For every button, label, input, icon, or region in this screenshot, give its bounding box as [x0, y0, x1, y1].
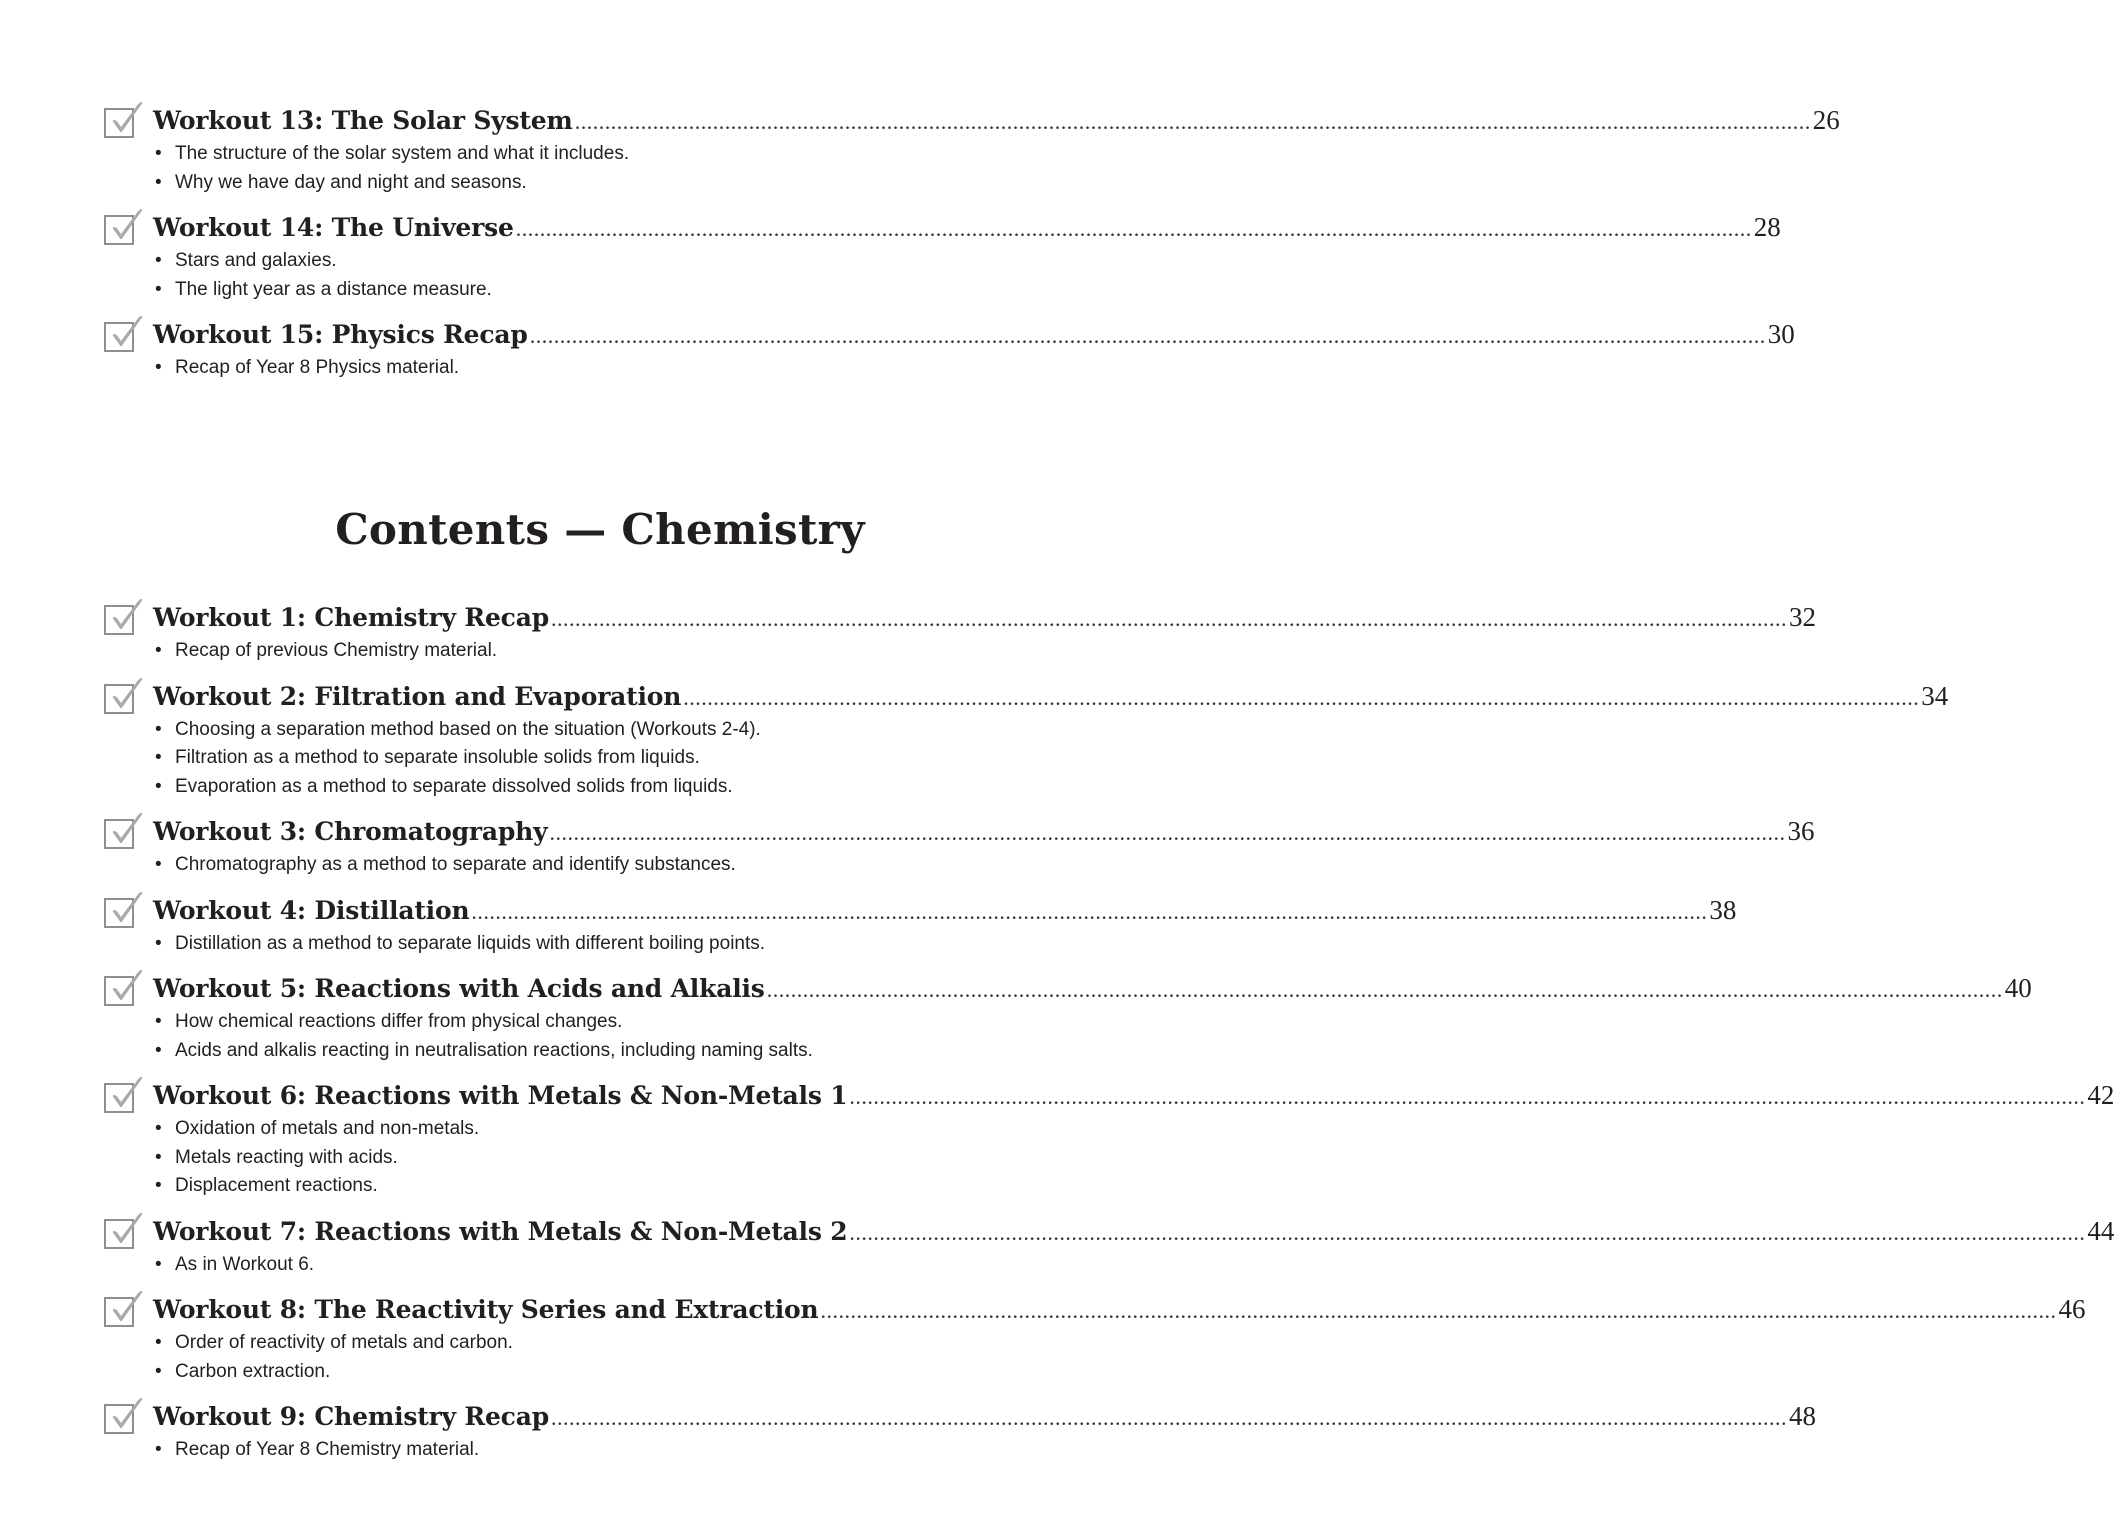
- topic-bullet: [155, 851, 1071, 880]
- topic-bullet: [155, 744, 1071, 773]
- bullet-text: Carbon extraction.: [175, 1360, 331, 1382]
- page-number[interactable]: 40: [2004, 973, 2032, 1003]
- bullet-text: Oxidation of metals and non-metals.: [175, 1118, 480, 1139]
- checkmark-icon: [107, 969, 145, 1007]
- workout-title[interactable]: Workout 15: Physics Recap: [153, 320, 528, 349]
- topic-bullet: [155, 169, 1071, 198]
- topic-bullet: [155, 1251, 1071, 1280]
- topic-bullet: [155, 773, 1071, 802]
- page-number[interactable]: 48: [1788, 1401, 1816, 1431]
- bullet-icon: •: [155, 278, 162, 300]
- checkmark-icon: [107, 1076, 145, 1114]
- topic-bullet-list: [153, 354, 1071, 383]
- bullet-icon: •: [155, 640, 162, 661]
- topic-bullet-list: [153, 1436, 1071, 1465]
- toc-entry: [0, 1075, 2114, 1201]
- bullet-text: Filtration as a method to separate insoluble solids from liquids.: [175, 747, 700, 768]
- bullet-icon: •: [155, 143, 162, 164]
- bullet-text: How chemical reactions differ from physical changes.: [175, 1011, 623, 1032]
- dot-leader: ..............................................................................................................................................................................................................: [683, 684, 1920, 710]
- page-number[interactable]: 36: [1787, 816, 1815, 846]
- bullet-icon: •: [155, 1039, 162, 1061]
- topic-bullet: [155, 1008, 1071, 1037]
- bullet-text: The light year as a distance measure.: [175, 278, 492, 300]
- physics-entry-list: [0, 100, 1840, 383]
- page-number[interactable]: 30: [1767, 319, 1795, 349]
- checkbox-icon[interactable]: [104, 898, 134, 928]
- checkmark-icon: [107, 677, 145, 715]
- bullet-icon: •: [155, 1011, 162, 1032]
- checkbox-icon[interactable]: [104, 1083, 134, 1113]
- bullet-text: Recap of Year 8 Physics material.: [175, 357, 460, 378]
- bullet-icon: •: [155, 1332, 162, 1353]
- checkbox-icon[interactable]: [104, 1404, 134, 1434]
- toc-title-line: [153, 1396, 1816, 1436]
- topic-bullet-list: [153, 1115, 1071, 1201]
- topic-bullet-list: [153, 1329, 1071, 1386]
- toc-entry: [0, 1211, 2114, 1280]
- bullet-text: The structure of the solar system and what it includes.: [175, 143, 630, 164]
- dot-leader: ..............................................................................................................................................................................................................: [574, 109, 1811, 134]
- bullet-text: Displacement reactions.: [175, 1175, 378, 1196]
- bullet-icon: •: [155, 250, 162, 271]
- checkbox-icon[interactable]: [104, 605, 134, 635]
- workout-title[interactable]: Workout 9: Chemistry Recap: [153, 1402, 549, 1431]
- dot-leader: ..............................................................................................................................................................................................................: [820, 1298, 2057, 1323]
- bullet-text: Evaporation as a method to separate dissolved solids from liquids.: [175, 775, 733, 797]
- checkmark-icon: [107, 1290, 145, 1328]
- topic-bullet: [155, 930, 1071, 959]
- toc-title-line: [153, 811, 1815, 851]
- bullet-text: Metals reacting with acids.: [175, 1146, 398, 1168]
- toc-title-line: [153, 100, 1840, 140]
- bullet-text: Why we have day and night and seasons.: [175, 171, 527, 193]
- workout-title[interactable]: Workout 14: The Universe: [153, 213, 514, 242]
- bullet-text: Acids and alkalis reacting in neutralisation reactions, including naming salts.: [175, 1039, 813, 1061]
- bullet-text: Order of reactivity of metals and carbon.: [175, 1332, 513, 1353]
- topic-bullet: [155, 1358, 1071, 1387]
- topic-bullet: [155, 716, 1071, 745]
- toc-entry: [0, 968, 2032, 1065]
- bullet-icon: •: [155, 1146, 162, 1168]
- toc-entry: [0, 676, 1949, 802]
- dot-leader: ..............................................................................................................................................................................................................: [849, 1084, 2086, 1109]
- toc-title-line: [153, 1289, 2086, 1329]
- physics-contents-section: [0, 100, 1840, 383]
- bullet-text: As in Workout 6.: [175, 1253, 315, 1275]
- toc-title-line: [153, 314, 1795, 354]
- page-number[interactable]: 44: [2087, 1215, 2114, 1246]
- page-number[interactable]: 32: [1788, 602, 1816, 632]
- chemistry-entry-list: [0, 597, 2114, 1465]
- checkmark-icon: [107, 1397, 145, 1435]
- topic-bullet-list: [153, 1008, 1071, 1065]
- dot-leader: ..............................................................................................................................................................................................................: [471, 898, 1708, 924]
- bullet-icon: •: [155, 1360, 162, 1382]
- page-number[interactable]: 42: [2087, 1080, 2114, 1110]
- bullet-text: Stars and galaxies.: [175, 250, 337, 271]
- bullet-text: Recap of Year 8 Chemistry material.: [175, 1439, 480, 1460]
- toc-entry: [0, 1289, 2086, 1386]
- checkmark-icon: [107, 598, 145, 636]
- checkmark-icon: [107, 812, 145, 850]
- workout-title[interactable]: Workout 7: Reactions with Metals & Non-Metals 2: [153, 1216, 848, 1246]
- workout-title[interactable]: Workout 4: Distillation: [153, 895, 470, 925]
- topic-bullet: [155, 1144, 1071, 1173]
- checkmark-icon: [107, 101, 145, 139]
- bullet-icon: •: [155, 718, 162, 740]
- workout-title[interactable]: Workout 3: Chromatography: [153, 817, 548, 846]
- dot-leader: ..............................................................................................................................................................................................................: [515, 216, 1752, 241]
- bullet-icon: •: [155, 775, 162, 797]
- bullet-icon: •: [155, 932, 162, 954]
- dot-leader: ..............................................................................................................................................................................................................: [529, 323, 1766, 348]
- checkbox-icon[interactable]: [104, 108, 134, 138]
- checkmark-icon: [107, 1212, 145, 1250]
- bullet-icon: •: [155, 1253, 162, 1275]
- toc-title-line: [153, 597, 1816, 637]
- checkbox-icon[interactable]: [104, 1297, 134, 1327]
- checkmark-icon: [107, 315, 145, 353]
- toc-title-line: [153, 1211, 2114, 1251]
- topic-bullet: [155, 354, 1071, 383]
- dot-leader: ..............................................................................................................................................................................................................: [550, 606, 1787, 631]
- toc-entry: [0, 314, 1795, 383]
- chemistry-contents-section: [0, 505, 2114, 1465]
- toc-entry: [0, 811, 1815, 880]
- workout-title[interactable]: Workout 1: Chemistry Recap: [153, 603, 549, 632]
- bullet-icon: •: [155, 171, 162, 193]
- workout-title[interactable]: Workout 2: Filtration and Evaporation: [153, 681, 682, 711]
- topic-bullet-list: [153, 851, 1071, 880]
- dot-leader: ..............................................................................................................................................................................................................: [550, 1405, 1787, 1430]
- checkbox-icon[interactable]: [104, 322, 134, 352]
- topic-bullet-list: [153, 716, 1071, 802]
- topic-bullet: [155, 1436, 1071, 1465]
- dot-leader: ..............................................................................................................................................................................................................: [766, 977, 2003, 1002]
- bullet-text: Choosing a separation method based on the situation (Workouts 2-4).: [175, 718, 761, 740]
- checkbox-icon[interactable]: [104, 976, 134, 1006]
- dot-leader: ..............................................................................................................................................................................................................: [849, 1219, 2086, 1245]
- bullet-icon: •: [155, 1175, 162, 1196]
- topic-bullet: [155, 637, 1071, 666]
- checkmark-icon: [107, 891, 145, 929]
- page-number[interactable]: 38: [1709, 894, 1737, 925]
- topic-bullet-list: [153, 247, 1071, 304]
- bullet-icon: •: [155, 1118, 162, 1139]
- dot-leader: ..............................................................................................................................................................................................................: [549, 820, 1786, 845]
- workout-title[interactable]: Workout 6: Reactions with Metals & Non-Metals 1: [153, 1081, 848, 1110]
- topic-bullet: [155, 247, 1071, 276]
- checkbox-icon[interactable]: [104, 819, 134, 849]
- toc-title-line: [153, 207, 1781, 247]
- bullet-icon: •: [155, 747, 162, 768]
- topic-bullet: [155, 140, 1071, 169]
- bullet-text: Distillation as a method to separate liquids with different boiling points.: [175, 932, 766, 954]
- bullet-icon: •: [155, 1439, 162, 1460]
- bullet-text: Chromatography as a method to separate and identify substances.: [175, 854, 736, 875]
- toc-entry: [0, 890, 1737, 959]
- checkbox-icon[interactable]: [104, 1219, 134, 1249]
- toc-title-line: [153, 890, 1737, 930]
- toc-entry: [0, 597, 1816, 666]
- toc-title-line: [153, 1075, 2114, 1115]
- toc-entry: [0, 1396, 1816, 1465]
- bullet-icon: •: [155, 854, 162, 875]
- toc-entry: [0, 207, 1781, 304]
- topic-bullet-list: [153, 930, 1071, 959]
- topic-bullet: [155, 1037, 1071, 1066]
- page-number[interactable]: 26: [1812, 105, 1840, 135]
- page-number[interactable]: 28: [1753, 212, 1781, 242]
- page-number[interactable]: 34: [1921, 680, 1949, 711]
- topic-bullet-list: [153, 637, 1071, 666]
- page-number[interactable]: 46: [2058, 1294, 2086, 1324]
- topic-bullet: [155, 276, 1071, 305]
- workout-title[interactable]: Workout 13: The Solar System: [153, 106, 573, 135]
- topic-bullet: [155, 1172, 1071, 1201]
- topic-bullet-list: [153, 140, 1071, 197]
- chemistry-contents-heading: Contents — Chemistry: [335, 505, 865, 554]
- topic-bullet: [155, 1329, 1071, 1358]
- toc-title-line: [153, 676, 1949, 716]
- workout-title[interactable]: Workout 8: The Reactivity Series and Extraction: [153, 1295, 819, 1324]
- bullet-text: Recap of previous Chemistry material.: [175, 640, 498, 661]
- checkmark-icon: [107, 208, 145, 246]
- toc-entry: [0, 100, 1840, 197]
- checkbox-icon[interactable]: [104, 215, 134, 245]
- toc-title-line: [153, 968, 2032, 1008]
- topic-bullet: [155, 1115, 1071, 1144]
- workout-title[interactable]: Workout 5: Reactions with Acids and Alkalis: [153, 974, 765, 1003]
- bullet-icon: •: [155, 357, 162, 378]
- topic-bullet-list: [153, 1251, 1071, 1280]
- checkbox-icon[interactable]: [104, 684, 134, 714]
